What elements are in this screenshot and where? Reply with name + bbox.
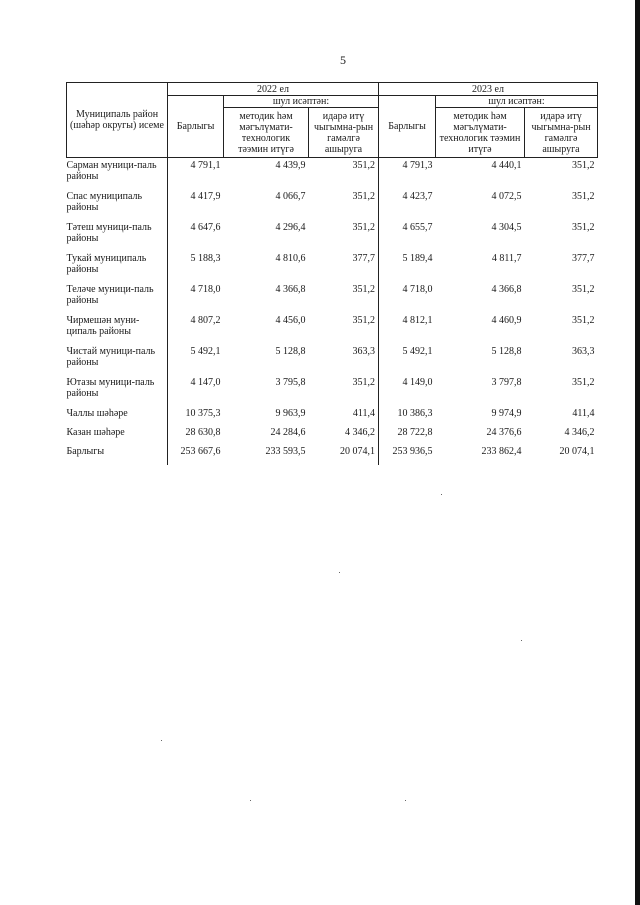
table-row <box>67 427 598 446</box>
table-row <box>67 158 598 192</box>
total-2023: 4 423,7 <box>379 191 436 222</box>
admin-2022: 351,2 <box>352 284 375 295</box>
total-2022: 5 492,1 <box>168 346 224 377</box>
district-name: Чаллы шәһәре <box>66 408 128 419</box>
total-2022: 28 630,8 <box>168 427 224 446</box>
scan-speck <box>441 494 442 495</box>
method-2022: 5 128,8 <box>275 346 306 357</box>
total-2022: 4 807,2 <box>168 315 224 346</box>
table-row <box>67 284 598 315</box>
method-2022: 3 795,8 <box>275 377 306 388</box>
admin-2022: 351,2 <box>352 315 375 326</box>
budget-table <box>66 82 598 465</box>
admin-2022: 411,4 <box>352 408 375 419</box>
method-2023: 24 376,6 <box>486 427 522 438</box>
method-2023: 9 974,9 <box>491 408 522 419</box>
scan-speck <box>250 800 251 801</box>
header-including-2023: шул исәптән: <box>436 96 598 108</box>
district-name: Сарман муници-паль районы <box>66 160 157 182</box>
total-2022: 4 417,9 <box>168 191 224 222</box>
method-2023: 5 128,8 <box>491 346 522 357</box>
header-total-2023: Барлыгы <box>379 96 436 158</box>
table-row <box>67 346 598 377</box>
admin-2023: 351,2 <box>572 284 595 295</box>
header-year-2022: 2022 ел <box>168 83 379 96</box>
total-2023: 28 722,8 <box>379 427 436 446</box>
district-name: Чистай муници-паль районы <box>66 346 156 368</box>
table-row <box>67 377 598 408</box>
table-row <box>67 191 598 222</box>
method-2022: 9 963,9 <box>275 408 306 419</box>
admin-2022: 377,7 <box>352 253 375 264</box>
total-2022: 5 188,3 <box>168 253 224 284</box>
admin-2022: 351,2 <box>352 222 375 233</box>
total-2022: 10 375,3 <box>168 408 224 427</box>
admin-2022: 20 074,1 <box>340 446 375 457</box>
total-2023: 253 936,5 <box>379 446 436 465</box>
header-district: Муниципаль район (шәһәр округы) исеме <box>67 83 168 158</box>
page-number: 5 <box>340 53 346 67</box>
grand-total-label: Барлыгы <box>66 446 105 457</box>
method-2022: 4 439,9 <box>275 160 306 171</box>
district-name: Спас муниципаль районы <box>66 191 143 213</box>
method-2022: 4 296,4 <box>275 222 306 233</box>
admin-2023: 4 346,2 <box>564 427 595 438</box>
total-2023: 4 791,3 <box>379 158 436 192</box>
total-2023: 5 492,1 <box>379 346 436 377</box>
method-2023: 233 862,4 <box>481 446 522 457</box>
admin-2023: 411,4 <box>572 408 595 419</box>
district-name: Теләче муници-паль районы <box>66 284 154 306</box>
admin-2023: 20 074,1 <box>559 446 595 457</box>
admin-2023: 351,2 <box>572 191 595 202</box>
total-2022: 4 791,1 <box>168 158 224 192</box>
total-2023: 4 718,0 <box>379 284 436 315</box>
total-2022: 4 647,6 <box>168 222 224 253</box>
scan-speck <box>405 800 406 801</box>
total-2022: 253 667,6 <box>168 446 224 465</box>
district-name: Тукай муниципаль районы <box>66 253 147 275</box>
method-2022: 4 456,0 <box>275 315 306 326</box>
table-row <box>67 408 598 427</box>
method-2022: 4 366,8 <box>275 284 306 295</box>
admin-2023: 351,2 <box>572 315 595 326</box>
scan-speck <box>521 640 522 641</box>
header-method-2022: методик һәм мәгълүмати-технологик тәэмин итүгә <box>224 108 309 158</box>
method-2023: 4 460,9 <box>491 315 522 326</box>
table-row <box>67 222 598 253</box>
district-name: Тәтеш муници-паль районы <box>66 222 152 244</box>
method-2023: 4 440,1 <box>491 160 522 171</box>
method-2022: 233 593,5 <box>265 446 306 457</box>
method-2022: 24 284,6 <box>270 427 306 438</box>
header-including-2022: шул исәптән: <box>224 96 379 108</box>
admin-2023: 377,7 <box>572 253 595 264</box>
table-row <box>67 315 598 346</box>
district-name: Казан шәһәре <box>66 427 125 438</box>
method-2023: 4 811,7 <box>491 253 522 264</box>
admin-2023: 351,2 <box>572 160 595 171</box>
admin-2023: 363,3 <box>572 346 595 357</box>
total-2023: 5 189,4 <box>379 253 436 284</box>
header-admin-2022: идарә итү чыгымна-рын гамәлгә ашыруга <box>309 108 379 158</box>
admin-2022: 363,3 <box>352 346 375 357</box>
method-2023: 4 304,5 <box>491 222 522 233</box>
total-2023: 10 386,3 <box>379 408 436 427</box>
admin-2022: 4 346,2 <box>345 427 375 438</box>
admin-2023: 351,2 <box>572 222 595 233</box>
total-2022: 4 147,0 <box>168 377 224 408</box>
district-name: Ютазы муници-паль районы <box>66 377 155 399</box>
admin-2023: 351,2 <box>572 377 595 388</box>
total-2023: 4 149,0 <box>379 377 436 408</box>
table-row <box>67 253 598 284</box>
scan-edge <box>635 0 640 905</box>
admin-2022: 351,2 <box>352 377 375 388</box>
admin-2022: 351,2 <box>352 191 375 202</box>
method-2023: 3 797,8 <box>491 377 522 388</box>
total-2023: 4 812,1 <box>379 315 436 346</box>
method-2023: 4 072,5 <box>491 191 522 202</box>
method-2023: 4 366,8 <box>491 284 522 295</box>
method-2022: 4 810,6 <box>275 253 306 264</box>
admin-2022: 351,2 <box>352 160 375 171</box>
district-name: Чирмешән муни-ципаль районы <box>66 315 140 337</box>
table-total-row <box>67 446 598 465</box>
header-admin-2023: идарә итү чыгымна-рын гамәлгә ашыруга <box>525 108 598 158</box>
header-method-2023: методик һәм мәгълүмати-технологик тәэмин итүгә <box>436 108 525 158</box>
header-total-2022: Барлыгы <box>168 96 224 158</box>
scan-speck <box>161 740 162 741</box>
total-2022: 4 718,0 <box>168 284 224 315</box>
method-2022: 4 066,7 <box>275 191 306 202</box>
header-year-2023: 2023 ел <box>379 83 598 96</box>
scan-speck <box>339 572 340 573</box>
total-2023: 4 655,7 <box>379 222 436 253</box>
